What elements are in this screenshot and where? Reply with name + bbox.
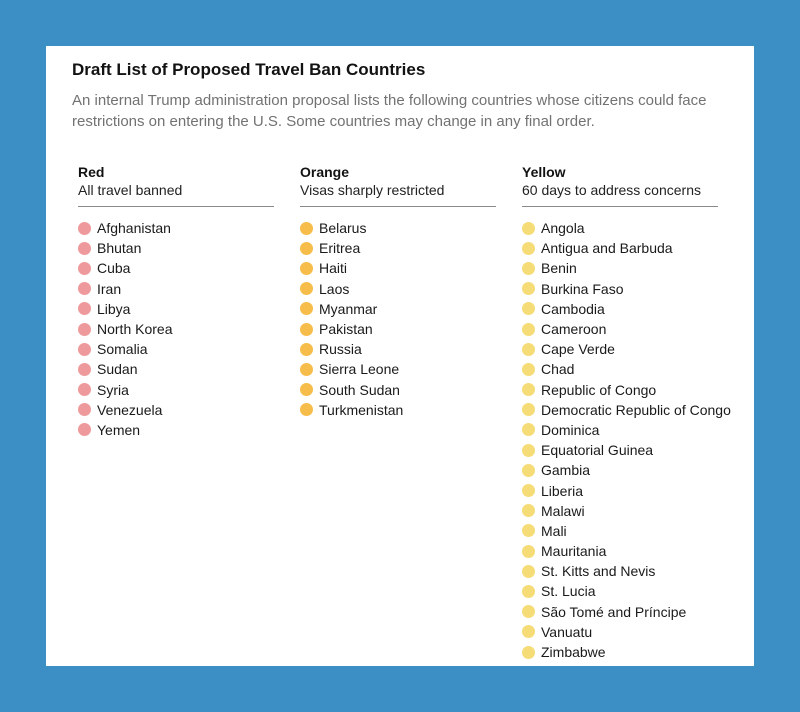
- list-item: [522, 521, 731, 541]
- page-title: Draft List of Proposed Travel Ban Countries: [72, 60, 426, 79]
- country-name: Somalia: [97, 341, 148, 358]
- column-yellow: [522, 163, 731, 662]
- list-item: [522, 380, 731, 400]
- country-name: Vanuatu: [541, 623, 593, 640]
- country-list: [300, 218, 496, 420]
- country-name: Mali: [541, 522, 567, 539]
- country-name: Syria: [97, 381, 129, 398]
- circle-bullet-icon: [522, 242, 535, 255]
- circle-bullet-icon: [300, 262, 313, 275]
- circle-bullet-icon: [300, 222, 313, 235]
- circle-bullet-icon: [522, 262, 535, 275]
- list-item: [78, 258, 274, 278]
- circle-bullet-icon: [522, 585, 535, 598]
- circle-bullet-icon: [78, 222, 91, 235]
- column-header: [78, 163, 274, 207]
- circle-bullet-icon: [522, 323, 535, 336]
- column-header: [522, 163, 718, 207]
- circle-bullet-icon: [522, 222, 535, 235]
- country-name: Libya: [97, 300, 131, 317]
- country-name: Mauritania: [541, 543, 607, 560]
- circle-bullet-icon: [522, 545, 535, 558]
- list-item: [522, 602, 731, 622]
- circle-bullet-icon: [300, 242, 313, 255]
- list-item: [78, 359, 274, 379]
- list-item: [522, 420, 731, 440]
- circle-bullet-icon: [78, 242, 91, 255]
- list-item: [300, 279, 496, 299]
- country-name: Laos: [319, 280, 350, 297]
- list-item: [300, 339, 496, 359]
- list-item: [522, 460, 731, 480]
- country-name: Malawi: [541, 502, 585, 519]
- list-item: [300, 238, 496, 258]
- graphic-card: [46, 46, 754, 666]
- list-item: [522, 258, 731, 278]
- country-name: North Korea: [97, 321, 173, 338]
- list-item: [78, 218, 274, 238]
- country-name: Pakistan: [319, 321, 373, 338]
- country-name: St. Kitts and Nevis: [541, 563, 656, 580]
- circle-bullet-icon: [522, 343, 535, 356]
- column-red: [78, 163, 274, 440]
- list-item: [522, 299, 731, 319]
- circle-bullet-icon: [78, 363, 91, 376]
- circle-bullet-icon: [300, 383, 313, 396]
- circle-bullet-icon: [522, 625, 535, 638]
- list-item: [522, 319, 731, 339]
- column-name: Red: [78, 164, 105, 180]
- list-item: [300, 380, 496, 400]
- list-item: [522, 642, 731, 662]
- country-name: Liberia: [541, 482, 584, 499]
- country-name: Bhutan: [97, 240, 142, 257]
- list-item: [300, 299, 496, 319]
- country-name: São Tomé and Príncipe: [541, 603, 687, 620]
- country-name: St. Lucia: [541, 583, 596, 600]
- circle-bullet-icon: [78, 302, 91, 315]
- list-item: [522, 440, 731, 460]
- circle-bullet-icon: [522, 484, 535, 497]
- circle-bullet-icon: [300, 302, 313, 315]
- circle-bullet-icon: [78, 323, 91, 336]
- circle-bullet-icon: [78, 383, 91, 396]
- list-item: [78, 339, 274, 359]
- circle-bullet-icon: [300, 403, 313, 416]
- country-name: Antigua and Barbuda: [541, 240, 673, 257]
- circle-bullet-icon: [300, 343, 313, 356]
- country-name: Angola: [541, 220, 585, 237]
- list-item: [78, 299, 274, 319]
- list-item: [522, 218, 731, 238]
- list-item: [78, 380, 274, 400]
- country-name: Venezuela: [97, 401, 163, 418]
- country-name: Belarus: [319, 220, 367, 237]
- circle-bullet-icon: [78, 403, 91, 416]
- list-item: [522, 359, 731, 379]
- circle-bullet-icon: [78, 423, 91, 436]
- circle-bullet-icon: [300, 323, 313, 336]
- list-item: [78, 279, 274, 299]
- country-name: Chad: [541, 361, 575, 378]
- circle-bullet-icon: [78, 343, 91, 356]
- list-item: [300, 319, 496, 339]
- country-name: Democratic Republic of Congo: [541, 401, 731, 418]
- country-name: Turkmenistan: [319, 401, 404, 418]
- circle-bullet-icon: [522, 605, 535, 618]
- country-list: [78, 218, 274, 440]
- list-item: [78, 420, 274, 440]
- country-name: Cambodia: [541, 300, 605, 317]
- circle-bullet-icon: [522, 464, 535, 477]
- list-item: [300, 359, 496, 379]
- country-name: Afghanistan: [97, 220, 171, 237]
- country-list: [522, 218, 731, 662]
- list-item: [522, 400, 731, 420]
- list-item: [522, 480, 731, 500]
- list-item: [522, 561, 731, 581]
- country-name: Republic of Congo: [541, 381, 657, 398]
- list-item: [522, 238, 731, 258]
- circle-bullet-icon: [522, 383, 535, 396]
- country-name: Russia: [319, 341, 362, 358]
- list-item: [78, 400, 274, 420]
- column-name: Orange: [300, 164, 350, 180]
- country-name: Cuba: [97, 260, 131, 277]
- circle-bullet-icon: [522, 504, 535, 517]
- circle-bullet-icon: [522, 403, 535, 416]
- country-name: Burkina Faso: [541, 280, 624, 297]
- circle-bullet-icon: [78, 282, 91, 295]
- country-name: Zimbabwe: [541, 644, 606, 661]
- list-item: [78, 319, 274, 339]
- circle-bullet-icon: [522, 646, 535, 659]
- list-item: [522, 541, 731, 561]
- column-name: Yellow: [522, 164, 566, 180]
- country-name: Haiti: [319, 260, 348, 277]
- list-item: [300, 218, 496, 238]
- country-name: Cameroon: [541, 321, 607, 338]
- country-name: Gambia: [541, 462, 591, 479]
- list-item: [300, 258, 496, 278]
- column-description: 60 days to address concerns: [522, 182, 701, 198]
- list-item: [522, 501, 731, 521]
- circle-bullet-icon: [522, 363, 535, 376]
- country-name: Dominica: [541, 421, 600, 438]
- circle-bullet-icon: [522, 282, 535, 295]
- country-name: Yemen: [97, 421, 141, 438]
- list-item: [522, 581, 731, 601]
- country-name: Eritrea: [319, 240, 361, 257]
- circle-bullet-icon: [522, 524, 535, 537]
- list-item: [300, 400, 496, 420]
- page-subtitle: An internal Trump administration proposal lists the following countries whose citizens could face restrictions on entering the U.S. Some countries may change in any final order.: [72, 92, 707, 130]
- circle-bullet-icon: [522, 423, 535, 436]
- list-item: [522, 339, 731, 359]
- country-name: Sudan: [97, 361, 138, 378]
- country-name: Benin: [541, 260, 577, 277]
- circle-bullet-icon: [522, 302, 535, 315]
- country-name: Sierra Leone: [319, 361, 400, 378]
- list-item: [522, 279, 731, 299]
- list-item: [78, 238, 274, 258]
- country-name: Cape Verde: [541, 341, 615, 358]
- country-name: Equatorial Guinea: [541, 442, 654, 459]
- circle-bullet-icon: [300, 282, 313, 295]
- list-item: [522, 622, 731, 642]
- circle-bullet-icon: [300, 363, 313, 376]
- country-name: Iran: [97, 280, 122, 297]
- column-description: Visas sharply restricted: [300, 182, 445, 198]
- column-description: All travel banned: [78, 182, 183, 198]
- country-name: Myanmar: [319, 300, 378, 317]
- circle-bullet-icon: [78, 262, 91, 275]
- country-name: South Sudan: [319, 381, 400, 398]
- column-header: [300, 163, 496, 207]
- column-orange: [300, 163, 496, 420]
- circle-bullet-icon: [522, 444, 535, 457]
- circle-bullet-icon: [522, 565, 535, 578]
